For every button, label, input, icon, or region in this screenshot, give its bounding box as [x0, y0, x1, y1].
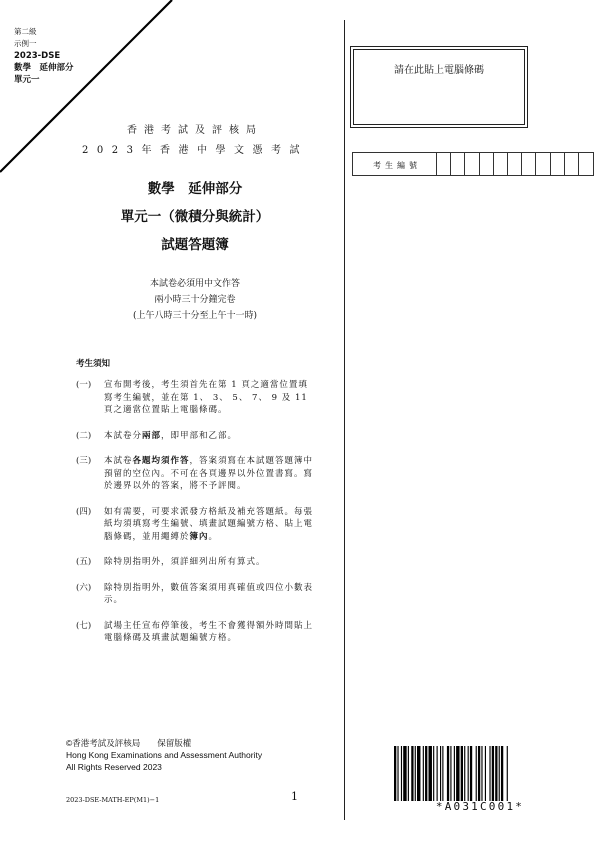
barcode-bar: [423, 746, 424, 801]
instruction-text-part: ，即甲部和乙部。: [161, 430, 238, 441]
barcode-icon: [394, 746, 566, 801]
instruction-number: (七): [76, 620, 92, 631]
barcode-bar: [476, 746, 477, 801]
candidate-digit-box[interactable]: [508, 153, 522, 175]
instruction-text-part: 如有需要，可要求派發方格紙及補充答題紙。每張紙均須填寫考生編號、填畫試題編號方格、貼上電腦條碼，並用繩縛於: [104, 506, 314, 542]
barcode-bar: [397, 746, 398, 801]
barcode-bar: [437, 746, 438, 801]
candidate-digit-box[interactable]: [522, 153, 536, 175]
instruction-text: [104, 430, 316, 443]
barcode-bar: [470, 746, 472, 801]
barcode-bar: [456, 746, 459, 801]
copyright-block: [66, 737, 262, 773]
instruction-item: [76, 506, 316, 544]
exam-name: 2023年香港中學文憑考試: [82, 145, 308, 156]
candidate-digit-box[interactable]: [551, 153, 565, 175]
paper-code: 2023-DSE-MATH-EP(M1)−1: [66, 796, 160, 804]
barcode-bar: [440, 746, 441, 801]
info-duration: 兩小時三十分鐘完卷: [154, 295, 236, 305]
instruction-text-bold: 兩部: [142, 430, 162, 441]
barcode-bar: [492, 746, 494, 801]
corner-year: 2023-DSE: [14, 51, 61, 61]
instruction-number: (四): [76, 506, 92, 517]
instructions-list: [76, 379, 316, 658]
instruction-text-part: 。: [208, 531, 219, 542]
instruction-text-part: 本試卷: [104, 456, 133, 466]
barcode-label-box: [350, 46, 528, 128]
barcode-bar: [433, 746, 434, 801]
instruction-item: [76, 556, 316, 569]
barcode-bar: [401, 746, 402, 801]
title-booklet: 試題答題簿: [161, 237, 229, 253]
barcode-bar: [501, 746, 503, 801]
info-time: (上午八時三十分至上午十一時): [132, 311, 258, 321]
corner-level: 第二級: [14, 27, 37, 36]
instruction-number: (六): [76, 582, 92, 593]
instruction-item: [76, 379, 316, 417]
copyright-english: Hong Kong Examinations and Assessment Authority: [66, 750, 263, 760]
corner-subject: 數學 延伸部分: [14, 63, 74, 73]
barcode-bar: [468, 746, 469, 801]
barcode-bar: [411, 746, 413, 801]
barcode-bar: [442, 746, 443, 801]
barcode-bar: [425, 746, 427, 801]
barcode-bar: [450, 746, 451, 801]
corner-labels: [14, 26, 74, 86]
barcode-bar: [415, 746, 416, 801]
corner-sample: 示例一: [14, 39, 37, 48]
authority-name: 香港考試及評核局: [127, 125, 263, 136]
barcode-label-area: 請在此貼上電腦條碼: [353, 49, 525, 125]
copyright-rights: All Rights Reserved 2023: [66, 762, 162, 772]
exam-info: [60, 276, 330, 324]
barcode-bar: [417, 746, 420, 801]
barcode-bar: [489, 746, 490, 801]
instruction-text-bold: 簿內: [189, 531, 209, 542]
barcode-bar: [454, 746, 455, 801]
instruction-number: (一): [76, 380, 92, 390]
candidate-number-boxes: [352, 152, 594, 176]
instructions-heading: 考生須知: [76, 359, 111, 369]
margin-divider-line: [344, 20, 345, 820]
instruction-number: (三): [76, 456, 92, 466]
title-module: 單元一（微積分與統計）: [120, 209, 270, 225]
barcode-bar: [461, 746, 463, 801]
candidate-digit-box[interactable]: [465, 153, 479, 175]
barcode-bar: [394, 746, 396, 801]
instruction-text-part: ，答案須寫在本試題答題簿中預留的空位內。不可在各頁邊界以外位置書寫。寫於邊界以外的答案，將不予評閱。: [104, 456, 314, 491]
title-subject: 數學 延伸部分: [147, 181, 243, 197]
candidate-digit-box[interactable]: [494, 153, 508, 175]
instruction-number: (五): [76, 557, 92, 567]
candidate-number-label: 考生編號: [353, 153, 437, 175]
instruction-item: [76, 620, 316, 645]
barcode-bar: [464, 746, 465, 801]
barcode-bar: [478, 746, 480, 801]
instruction-text: [104, 455, 316, 493]
barcode-bar: [408, 746, 409, 801]
instruction-text: 試場主任宣布停筆後，考生不會獲得額外時間貼上電腦條碼及填畫試題編號方格。: [104, 620, 314, 643]
barcode-bar: [481, 746, 482, 801]
instruction-text: [104, 506, 316, 544]
instruction-item: [76, 430, 316, 443]
copyright-chinese: ©香港考試及評核局 保留版權: [66, 738, 192, 748]
instruction-text: 除特別指明外，數值答案須用真確值或四位小數表示。: [104, 582, 314, 605]
instruction-number: (二): [76, 430, 92, 441]
candidate-digit-box[interactable]: [451, 153, 465, 175]
candidate-digit-box[interactable]: [565, 153, 579, 175]
instruction-text: 除特別指明外，須詳細列出所有算式。: [104, 557, 266, 567]
instruction-item: [76, 582, 316, 607]
barcode-bar: [499, 746, 500, 801]
corner-module: 單元一: [14, 75, 40, 85]
candidate-digit-box[interactable]: [536, 153, 550, 175]
instruction-text-bold: 各題均須作答: [132, 456, 190, 466]
barcode-bar: [429, 746, 432, 801]
instruction-text-part: 本試卷分: [104, 430, 143, 441]
info-language: 本試卷必須用中文作答: [149, 279, 240, 289]
instruction-text: 宣布開考後，考生須首先在第 1 頁之適當位置填寫考生編號，並在第 1、 3、 5、 7、 9 及 11 頁之適當位置貼上電腦條碼。: [104, 380, 308, 415]
page-number: 1: [291, 790, 298, 803]
candidate-digit-box[interactable]: [437, 153, 451, 175]
barcode-bar: [447, 746, 449, 801]
barcode-bar: [485, 746, 486, 801]
instruction-item: [76, 455, 316, 493]
barcode-bar: [403, 746, 406, 801]
barcode-text: *A031C001*: [435, 800, 525, 813]
barcode-bar: [495, 746, 497, 801]
candidate-digit-box[interactable]: [579, 153, 593, 175]
candidate-digit-box[interactable]: [480, 153, 494, 175]
barcode-bar: [507, 746, 508, 801]
